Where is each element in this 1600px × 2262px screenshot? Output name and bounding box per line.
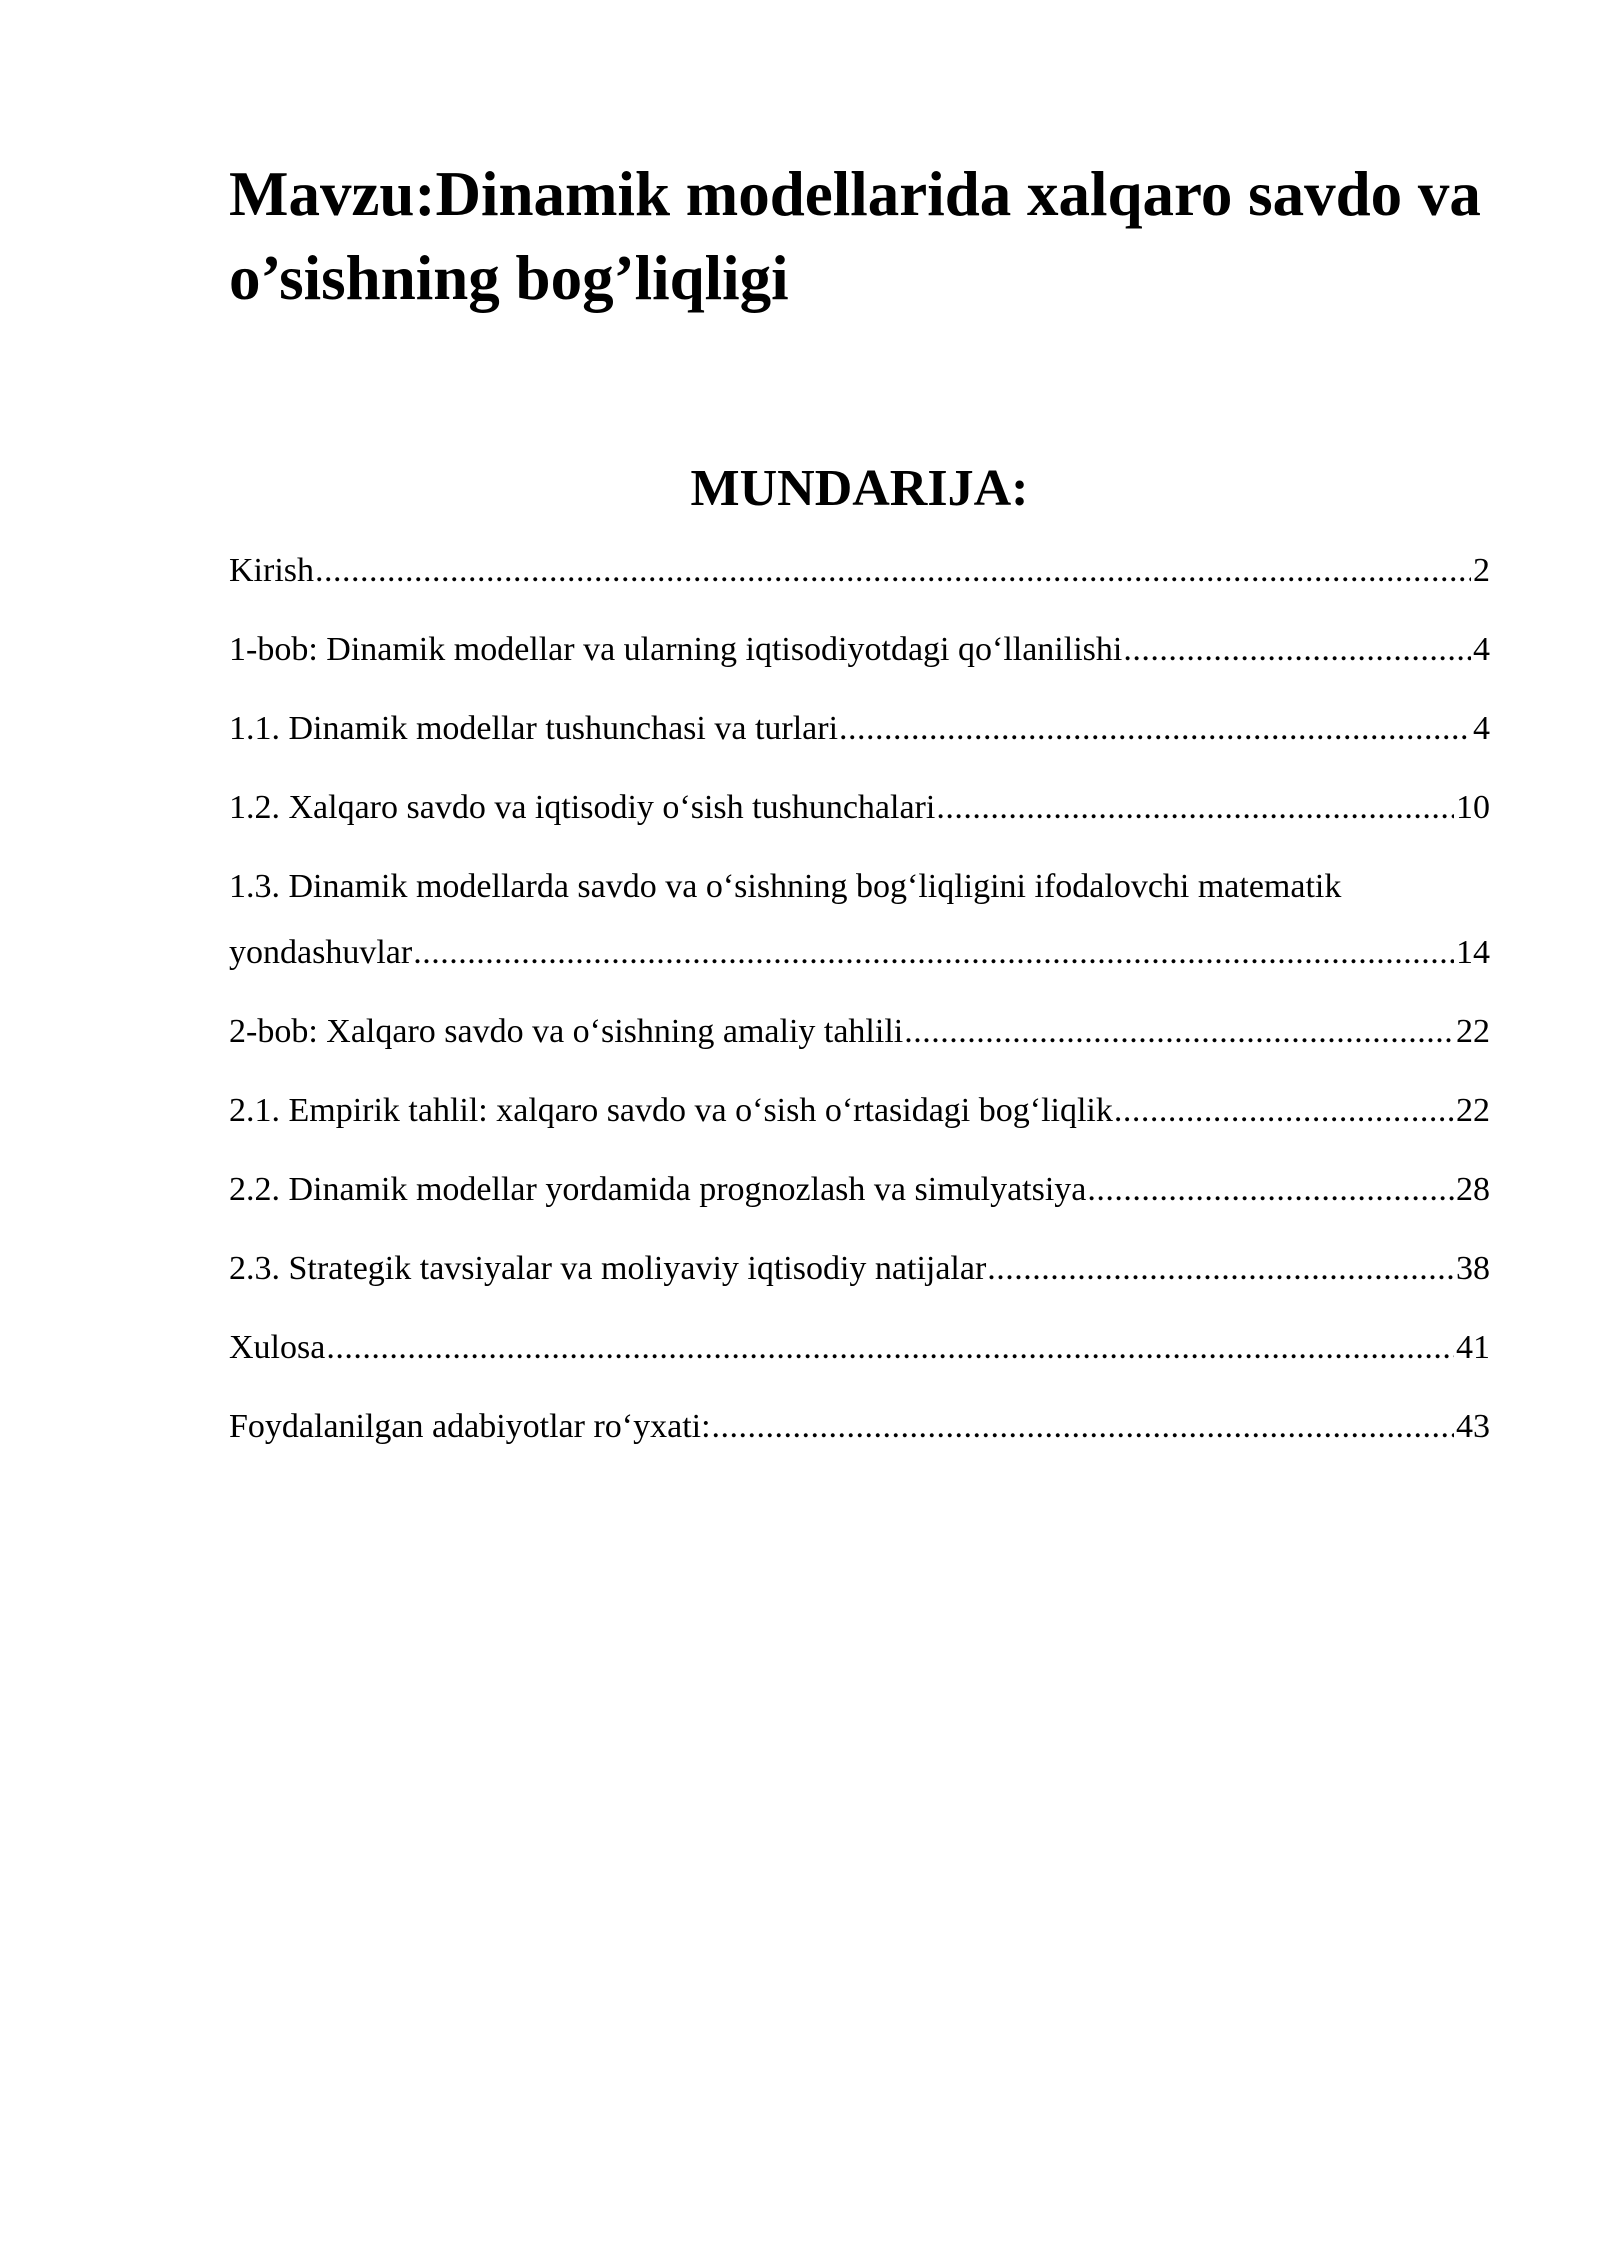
- toc-page-number: 10: [1456, 789, 1490, 826]
- toc-leader-dots: [1123, 617, 1471, 683]
- toc-leader-dots: [315, 538, 1471, 604]
- toc-entry-section-1-1[interactable]: [229, 696, 1490, 762]
- toc-entry-label: 2.1. Empirik tahlil: xalqaro savdo va o‘sish o‘rtasidagi bog‘liqlik: [229, 1092, 1113, 1129]
- toc-entry-label: Kirish: [229, 552, 314, 589]
- toc-entry-label: 2.3. Strategik tavsiyalar va moliyaviy iqtisodiy natijalar: [229, 1250, 987, 1287]
- toc-leader-dots: [1087, 1157, 1454, 1223]
- toc-entry-section-2-2[interactable]: [229, 1157, 1490, 1223]
- toc-leader-dots: [413, 920, 1454, 986]
- toc-leader-dots: [326, 1315, 1454, 1381]
- toc-entry-label: 1.1. Dinamik modellar tushunchasi va turlari: [229, 710, 839, 747]
- toc-leader-dots: [904, 999, 1454, 1065]
- toc-entry-label: Foydalanilgan adabiyotlar ro‘yxati:: [229, 1408, 711, 1445]
- toc-entry-label: 1.3. Dinamik modellarda savdo va o‘sishning bog‘liqligini ifodalovchi matematik: [229, 868, 1342, 905]
- toc-entry-label: 2.2. Dinamik modellar yordamida prognozlash va simulyatsiya: [229, 1171, 1087, 1208]
- toc-entry-references[interactable]: [229, 1394, 1490, 1460]
- toc-entry-section-2-1[interactable]: [229, 1078, 1490, 1144]
- document-title: Mavzu:Dinamik modellarida xalqaro savdo va o’sishning bog’liqligi: [229, 159, 1481, 313]
- toc-entry-chapter-1[interactable]: [229, 617, 1490, 683]
- toc-entry-label-continued: yondashuvlar: [229, 934, 413, 971]
- toc-leader-dots: [1114, 1078, 1454, 1144]
- toc-entry-section-1-3[interactable]: [229, 854, 1490, 986]
- toc-entry-label: 1-bob: Dinamik modellar va ularning iqtisodiyotdagi qo‘llanilishi: [229, 631, 1123, 668]
- toc-page-number: 4: [1473, 631, 1490, 668]
- table-of-contents: [229, 538, 1490, 1473]
- toc-leader-dots: [712, 1394, 1454, 1460]
- toc-entry-label: Xulosa: [229, 1329, 326, 1366]
- toc-heading: MUNDARIJA:: [690, 460, 1029, 517]
- toc-page-number: 22: [1456, 1013, 1490, 1050]
- toc-leader-dots: [839, 696, 1471, 762]
- toc-entry-label: 1.2. Xalqaro savdo va iqtisodiy o‘sish tushunchalari: [229, 789, 936, 826]
- toc-page-number: 2: [1473, 552, 1490, 589]
- toc-page-number: 41: [1456, 1329, 1490, 1366]
- toc-leader-dots: [987, 1236, 1454, 1302]
- toc-page-number: 14: [1456, 934, 1490, 971]
- toc-page-number: 43: [1456, 1408, 1490, 1445]
- toc-page-number: 38: [1456, 1250, 1490, 1287]
- toc-entry-section-2-3[interactable]: [229, 1236, 1490, 1302]
- toc-page-number: 28: [1456, 1171, 1490, 1208]
- toc-page-number: 22: [1456, 1092, 1490, 1129]
- toc-entry-chapter-2[interactable]: [229, 999, 1490, 1065]
- toc-entry-kirish[interactable]: [229, 538, 1490, 604]
- toc-page-number: 4: [1473, 710, 1490, 747]
- toc-entry-label: 2-bob: Xalqaro savdo va o‘sishning amaliy tahlili: [229, 1013, 904, 1050]
- toc-entry-section-1-2[interactable]: [229, 775, 1490, 841]
- toc-entry-xulosa[interactable]: [229, 1315, 1490, 1381]
- toc-leader-dots: [936, 775, 1454, 841]
